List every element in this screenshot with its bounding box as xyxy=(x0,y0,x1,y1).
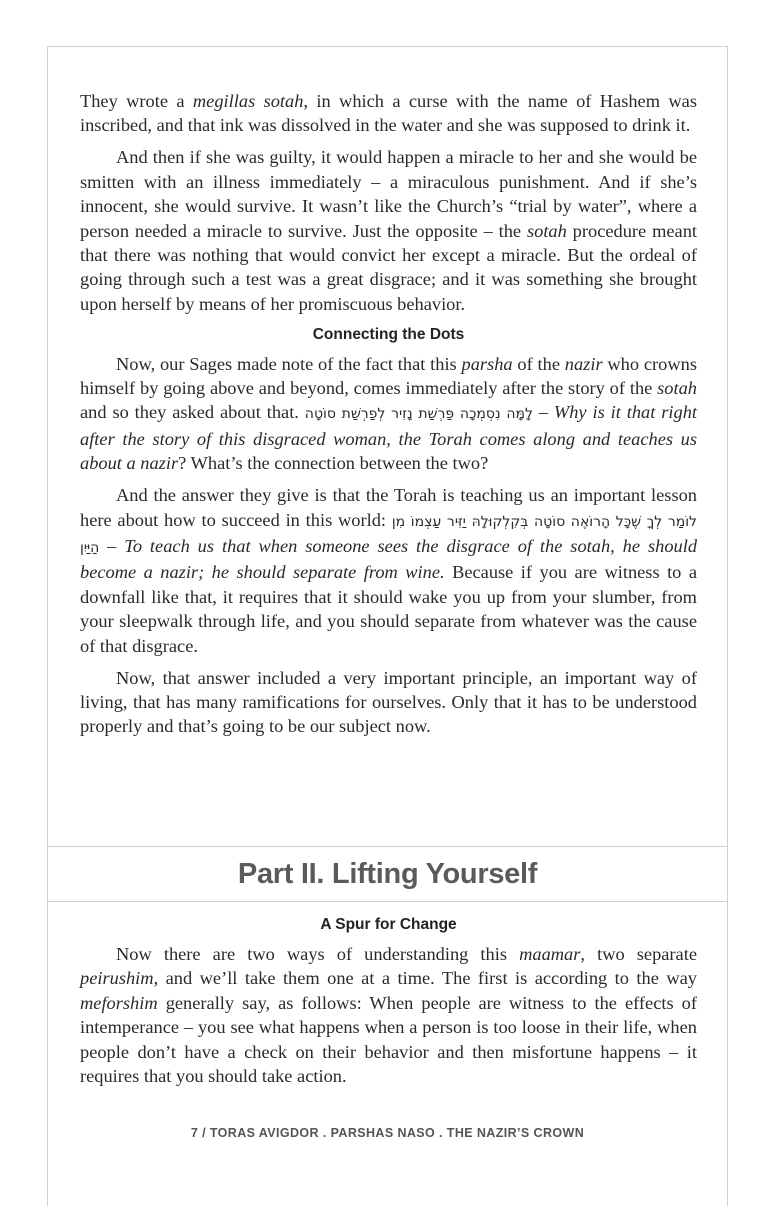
paragraph-megillas-sotah: They wrote a megillas sotah, in which a curse with the name of Hashem was inscribed, and that ink was dissolved in the water and she was supposed to drink it. xyxy=(80,91,697,136)
paragraph-answer: And the answer they give is that the Torah is teaching us an important lesson here about how to succeed in this world: לוֹמַר לְךָ שֶׁכָּל הָרוֹאֶה סוֹטָה בְּקִלְקוּלָהּ יַזִּיר עַצְמוֹ מִן הַיַּיִן – To teach us that when someone sees the disgrace of the sotah, he should become a nazir; he should separate from wine. Because if you are witness to a downfall like that, it requires that it should wake you up from your slumber, from your sleepwalk through life, and you should separate from whatever was the cause of that disgrace. xyxy=(80,485,698,656)
page-footer: 7 / TORAS AVIGDOR . PARSHAS NASO . THE NAZIR’S CROWN xyxy=(190,1126,585,1140)
heading-spur-for-change: A Spur for Change xyxy=(320,916,457,933)
heading-connecting-the-dots: Connecting the Dots xyxy=(312,325,465,343)
part-title-band xyxy=(47,846,728,902)
paragraph-miracle: And then if she was guilty, it would happen a miracle to her and she would be smitten with an illness immediately – a miraculous punishment. And if she’s innocent, she would survive. It wasn’t like the Church’s “trial by water”, where a person needed a miracle to survive. Just the opposite – the sotah procedure meant that there was nothing that would convict her except a miracle. But the ordeal of going through such a test was a great disgrace; and it was something she brought upon herself by means of her promiscuous behavior. xyxy=(80,147,697,314)
section-one xyxy=(80,89,697,746)
paragraph-two-ways: Now there are two ways of understanding this maamar, two separate peirushim, and we’ll take them one at a time. The first is according to the way meforshim generally say, as follows: When people are witness to the effects of intemperance – you see what happens when a person is too loose in their life, when people don’t have a check on their behavior and then misfortune happens – it requires that you should take action. xyxy=(80,944,697,1087)
hebrew-quote-lomar: לוֹמַר לְךָ שֶׁכָּל הָרוֹאֶה סוֹטָה בְּקִלְקוּלָהּ יַזִּיר עַצְמוֹ מִן הַיַּיִן xyxy=(80,513,697,556)
paragraph-sages: Now, our Sages made note of the fact that this parsha of the nazir who crowns himself by going above and beyond, comes immediately after the story of the sotah and so they asked about that. לָמָּה נִסְמְכָה פַּרְשַׁת נָזִיר לְפַרְשַׁת סוֹטָה – Why is it that right after the story of this disgraced woman, the Torah comes along and teaches us about a nazir? What’s the connection between the two? xyxy=(80,353,698,474)
paragraph-principle: Now, that answer included a very important principle, an important way of living, that has many ramifications for ourselves. Only that it has to be understood properly and that’s going to be our subject now. xyxy=(80,667,697,737)
hebrew-quote-lamah: לָמָּה נִסְמְכָה פַּרְשַׁת נָזִיר לְפַרְשַׁת סוֹטָה xyxy=(304,406,533,423)
section-two xyxy=(80,914,697,1096)
part-title: Part II. Lifting Yourself xyxy=(237,857,538,890)
